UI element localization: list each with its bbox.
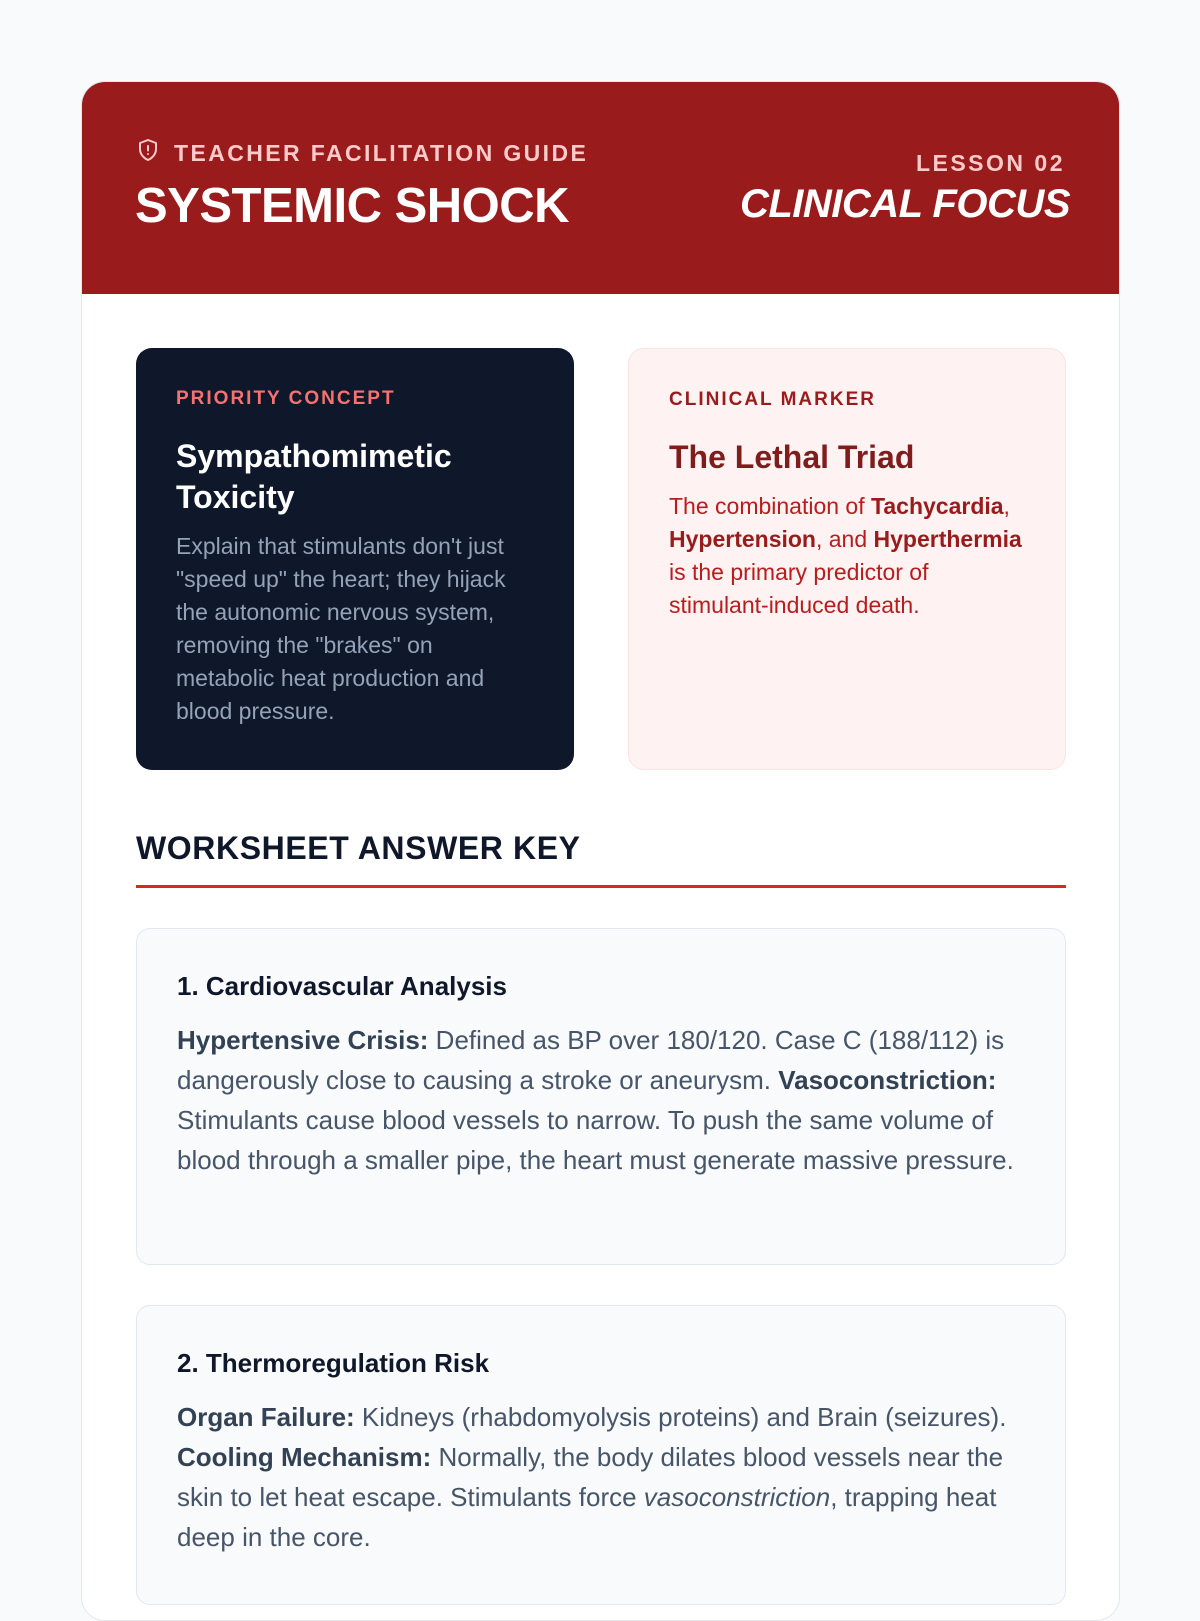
answer-text: , trapping heat deep in the core.	[177, 1482, 997, 1552]
answer-key-heading: WORKSHEET ANSWER KEY	[136, 830, 581, 866]
answer-term: Hypertensive Crisis:	[177, 1025, 429, 1055]
marker-tag: CLINICAL MARKER	[669, 389, 876, 410]
answer-emphasis: vasoconstriction	[643, 1482, 831, 1512]
marker-text: The combination of	[669, 493, 872, 519]
clinical-marker-panel	[628, 348, 1066, 770]
answer-card-cardiovascular	[136, 928, 1066, 1265]
answer-term: Organ Failure:	[177, 1402, 355, 1432]
priority-concept-panel	[136, 348, 574, 770]
answer-term: Vasoconstriction:	[778, 1065, 997, 1095]
answer-title: 2. Thermoregulation Risk	[177, 1348, 490, 1378]
answer-card-thermoregulation	[136, 1305, 1066, 1605]
marker-term-tachycardia: Tachycardia	[871, 493, 1004, 519]
priority-title: Sympathomimetic Toxicity	[176, 438, 452, 515]
header-eyebrow	[136, 138, 588, 168]
lesson-number: LESSON 02	[915, 150, 1065, 176]
answer-term: Cooling Mechanism:	[177, 1442, 432, 1472]
marker-term-hypertension: Hypertension	[669, 526, 816, 552]
clinical-focus-label: CLINICAL FOCUS	[739, 182, 1070, 226]
marker-text: ,	[1003, 493, 1010, 519]
answer-title: 1. Cardiovascular Analysis	[177, 971, 507, 1001]
marker-title: The Lethal Triad	[669, 439, 915, 475]
shield-alert-icon	[136, 138, 160, 168]
eyebrow-label: TEACHER FACILITATION GUIDE	[174, 139, 589, 166]
answer-text: Defined as BP over 180/120. Case C (188/112) is dangerously close to causing a stroke or aneurysm.	[177, 1025, 1005, 1095]
guide-card	[81, 81, 1120, 1621]
marker-term-hyperthermia: Hyperthermia	[873, 526, 1022, 552]
answer-body	[177, 1020, 1025, 1180]
priority-body: Explain that stimulants don't just "speed up" the heart; they hijack the autonomic nervous system, removing the "brakes" on metabolic heat production and blood pressure.	[176, 533, 506, 724]
answer-body	[177, 1397, 1025, 1557]
answer-text: Normally, the body dilates blood vessels near the skin to let heat escape. Stimulants force	[177, 1442, 1004, 1512]
marker-text: , and	[815, 526, 874, 552]
page-title: SYSTEMIC SHOCK	[135, 179, 570, 233]
answer-text: Stimulants cause blood vessels to narrow. To push the same volume of blood through a smaller pipe, the heart must generate massive pressure.	[177, 1105, 1014, 1175]
answer-text: Kidneys (rhabdomyolysis proteins) and Brain (seizures).	[354, 1402, 1007, 1432]
priority-tag: PRIORITY CONCEPT	[176, 388, 396, 409]
marker-text: is the primary predictor of stimulant-induced death.	[669, 559, 929, 618]
answer-key-divider	[136, 885, 1066, 888]
marker-body	[669, 490, 1025, 622]
guide-header	[82, 82, 1119, 294]
